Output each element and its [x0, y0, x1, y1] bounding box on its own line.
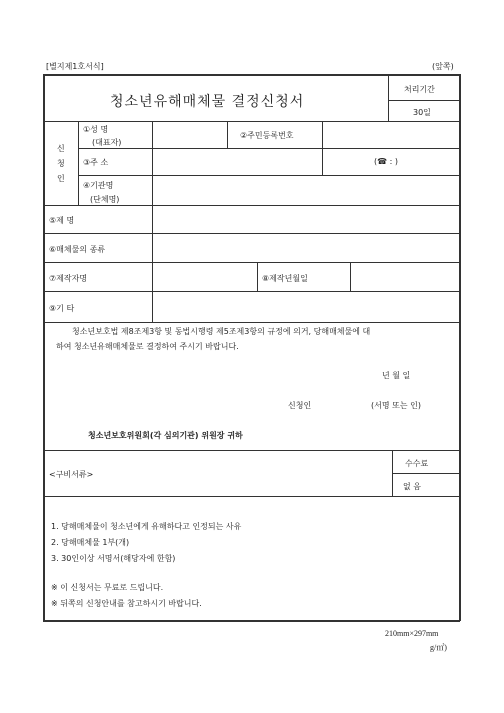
id-number-field[interactable] [323, 122, 458, 147]
id-number-label: ②주민등록번호 [240, 131, 294, 140]
statement-line-1: 청소년보호법 제8조제3항 및 동법시행령 제5조제3항의 규정에 의거, 당해매체물에 대 [72, 327, 371, 336]
statement-line-2: 하여 청소년유해매체물로 결정하여 주시기 바랍니다. [56, 342, 239, 351]
processing-period-label: 처리기간 [404, 85, 435, 94]
org-name-sub-label: (단체명) [90, 195, 120, 204]
address-field[interactable] [153, 149, 321, 174]
paper-size: 210mm×297mm [385, 629, 439, 638]
other-field[interactable] [153, 292, 458, 321]
processing-period-value: 30일 [413, 108, 431, 117]
sign-or-seal-label: (서명 또는 인) [371, 401, 421, 410]
form-title: 청소년유해매체물 결정신청서 [110, 94, 305, 110]
addressee: 청소년보호위원회(각 심의기관) 위원장 귀하 [88, 431, 243, 440]
org-name-label: ④기관명 [83, 181, 114, 190]
org-name-field[interactable] [153, 176, 458, 204]
page-side: (앞쪽) [432, 62, 454, 71]
media-type-label: ⑥매체물의 종류 [49, 245, 106, 254]
name-field[interactable] [153, 122, 226, 147]
phone-label: (☎ : ) [374, 157, 398, 166]
media-title-field[interactable] [153, 206, 458, 232]
production-date-label: ⑧제작년월일 [262, 274, 308, 283]
applicant-group-char-2: 청 [57, 159, 65, 168]
media-title-label: ⑤제 명 [49, 216, 75, 225]
other-label: ⑨기 타 [49, 304, 75, 313]
document-item-1: 1. 당해매체물이 청소년에게 유해하다고 인정되는 사유 [51, 522, 242, 531]
name-sub-label: (대표자) [92, 138, 122, 147]
applicant-group-char-1: 신 [57, 144, 65, 153]
producer-name-field[interactable] [153, 263, 256, 290]
application-date: 년 월 일 [382, 371, 411, 380]
production-date-field[interactable] [351, 263, 458, 290]
fee-label: 수수료 [405, 459, 429, 468]
media-type-field[interactable] [153, 234, 458, 261]
fee-value: 없 음 [403, 482, 421, 491]
document-item-3: 3. 30인이상 서명서(해당자에 한함) [51, 554, 176, 563]
applicant-group-char-3: 인 [57, 174, 65, 183]
applicant-signature-field[interactable] [318, 396, 366, 410]
paper-weight: g/㎡) [430, 643, 447, 652]
document-item-2: 2. 당해매체물 1부(개) [51, 538, 130, 547]
note-2: ※ 뒤쪽의 신청안내를 참고하시기 바랍니다. [51, 599, 202, 608]
note-1: ※ 이 신청서는 무료로 드립니다. [51, 583, 164, 592]
required-documents-label: <구비서류> [49, 470, 94, 479]
producer-name-label: ⑦제작자명 [49, 274, 88, 283]
address-label: ③주 소 [83, 158, 109, 167]
name-label: ①성 명 [83, 125, 109, 134]
form-code: [별지제1호서식] [46, 62, 104, 71]
applicant-signature-label: 신청인 [288, 401, 312, 410]
